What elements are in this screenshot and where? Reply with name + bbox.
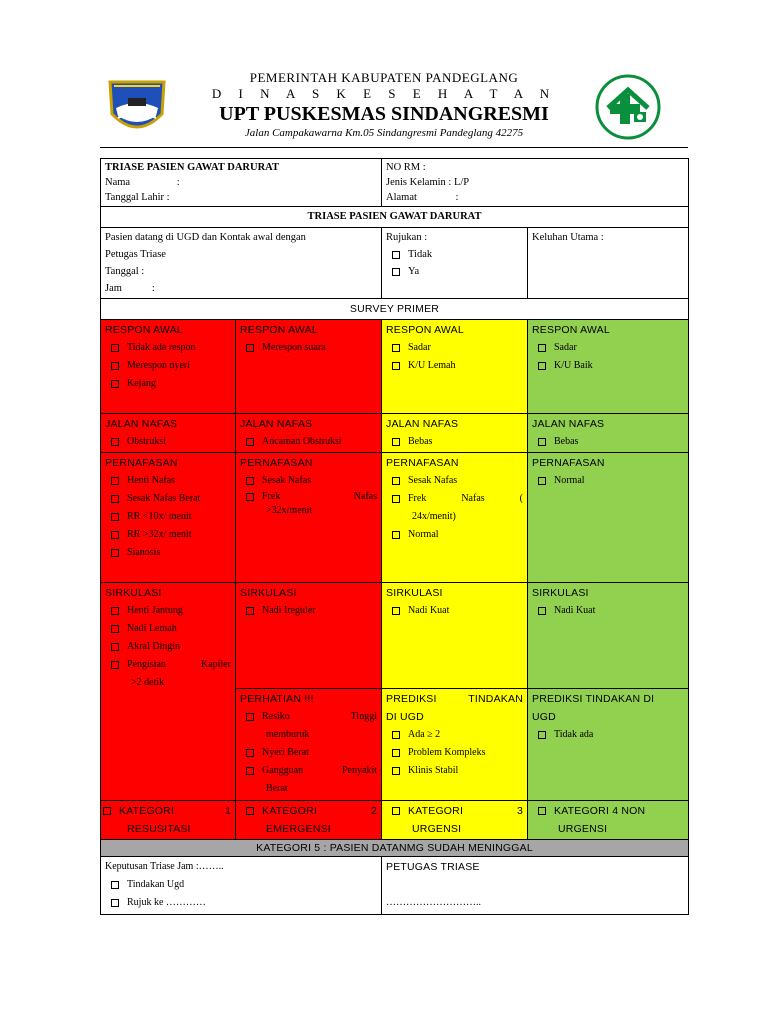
prediksi-header: PREDIKSI TINDAKAN DI [532, 693, 655, 705]
option-label: Nadi Ireguler [262, 605, 316, 616]
checkbox[interactable] [111, 495, 119, 503]
header-line-2: D I N A S K E S E H A T A N [211, 86, 557, 101]
nafas-red-2 [236, 453, 382, 583]
prediksi-green [528, 689, 689, 801]
kategori-4-cell [528, 801, 689, 840]
option-label: Frek [408, 493, 427, 504]
option-label: Merespon suara [262, 342, 326, 353]
rujukan-ya-checkbox[interactable] [392, 268, 400, 276]
sirkulasi-header: SIRKULASI [386, 587, 443, 599]
kategori-label: EMERGENSI [266, 823, 331, 835]
checkbox[interactable] [392, 731, 400, 739]
prediksi-yellow [382, 689, 528, 801]
respon-header: RESPON AWAL [386, 324, 464, 336]
respon-header: RESPON AWAL [105, 324, 183, 336]
header-line-3: UPT PUSKESMAS SINDANGRESMI [219, 103, 549, 125]
nama-label: Nama [105, 177, 131, 188]
alamat-label: Alamat [386, 192, 417, 203]
checkbox[interactable] [111, 549, 119, 557]
checkbox[interactable] [392, 767, 400, 775]
kategori-5: KATEGORI 5 : PASIEN DATANMG SUDAH MENINGGAL [101, 840, 689, 857]
kategori-label: RESUSITASI [127, 823, 191, 835]
survey-primer-title: SURVEY PRIMER [101, 299, 689, 320]
option-label: Klinis Stabil [408, 765, 459, 776]
kategori-label: URGENSI [558, 823, 608, 835]
kategori-label: KATEGORI [408, 805, 464, 817]
checkbox[interactable] [392, 362, 400, 370]
respon-red-1 [101, 320, 236, 414]
rujuk-checkbox[interactable] [111, 899, 119, 907]
option-label: Nadi Kuat [554, 605, 596, 616]
sirkulasi-yellow [382, 583, 528, 689]
rm-cell [382, 159, 689, 207]
kategori-2-cell [236, 801, 382, 840]
checkbox[interactable] [111, 661, 119, 669]
option-label: Gangguan [262, 765, 304, 776]
kategori-4-checkbox[interactable] [538, 807, 546, 815]
checkbox[interactable] [111, 438, 119, 446]
kategori-label: KATEGORI [119, 805, 175, 817]
respon-yellow [382, 320, 528, 414]
header-address: Jalan Campakawarna Km.05 Sindangresmi Pandeglang 42275 [244, 127, 524, 139]
jenis-kelamin-label: Jenis Kelamin : L/P [386, 177, 470, 188]
petugas-triase-title: PETUGAS TRIASE [386, 861, 480, 873]
tindakan-ugd-label: Tindakan Ugd [127, 879, 185, 890]
option-label: Nafas [353, 491, 377, 502]
option-label: Nyeri Berat [262, 747, 309, 758]
nafas-green [528, 453, 689, 583]
keluhan-cell [528, 228, 689, 299]
checkbox[interactable] [246, 607, 254, 615]
signature-line[interactable]: ……………………….. [386, 897, 481, 908]
option-label: Nadi Kuat [408, 605, 450, 616]
checkbox[interactable] [392, 607, 400, 615]
jalan-yellow [382, 414, 528, 453]
respon-green [528, 320, 689, 414]
option-label: Ada ≥ 2 [408, 729, 441, 740]
sirkulasi-header: SIRKULASI [105, 587, 162, 599]
jalan-header: JALAN NAFAS [105, 418, 178, 430]
sirkulasi-header: SIRKULASI [240, 587, 297, 599]
option-label: Bebas [554, 436, 579, 447]
jalan-green [528, 414, 689, 453]
sirkulasi-header: SIRKULASI [532, 587, 589, 599]
respon-header: RESPON AWAL [240, 324, 318, 336]
option-label: Ancaman Obstruksi [262, 436, 342, 447]
petugas-cell [382, 857, 689, 915]
option-label: Tidak ada respon [127, 342, 196, 353]
kategori-1-cell [101, 801, 236, 840]
option-label: Tidak ada [554, 729, 594, 740]
kategori-label: KATEGORI [262, 805, 318, 817]
checkbox[interactable] [111, 513, 119, 521]
option-label: Normal [554, 475, 585, 486]
rujukan-tidak-checkbox[interactable] [392, 251, 400, 259]
option-label: Sesak Nafas [262, 475, 312, 486]
option-label: >2 detik [131, 677, 165, 688]
option-label: 24x/menit) [412, 511, 456, 522]
kategori-3-checkbox[interactable] [392, 807, 400, 815]
option-label: Berat [266, 783, 288, 794]
option-label: Merespon nyeri [127, 360, 191, 371]
prediksi-header: TINDAKAN [468, 693, 523, 705]
checkbox[interactable] [538, 477, 546, 485]
option-label: Sesak Nafas [408, 475, 458, 486]
prediksi-header: PREDIKSI [386, 693, 437, 705]
option-label: memburuk [266, 729, 310, 740]
kategori-1-checkbox[interactable] [103, 807, 111, 815]
no-rm-label: NO RM : [386, 162, 426, 173]
prediksi-header: UGD [532, 711, 556, 723]
kategori-number: 3 [516, 805, 523, 817]
jalan-header: JALAN NAFAS [240, 418, 313, 430]
checkbox[interactable] [538, 607, 546, 615]
alamat-colon: : [455, 192, 459, 203]
checkbox[interactable] [246, 493, 254, 501]
sirkulasi-green [528, 583, 689, 689]
option-label: Resiko [262, 711, 290, 722]
option-label: K/U Lemah [408, 360, 456, 371]
checkbox[interactable] [392, 495, 400, 503]
option-label: Nafas [461, 493, 485, 504]
rujukan-ya-label: Ya [408, 266, 420, 277]
option-label: Akral Dingin [127, 641, 181, 652]
rujukan-tidak-label: Tidak [408, 249, 433, 260]
arrival-cell [101, 228, 382, 299]
kategori-2-checkbox[interactable] [246, 807, 254, 815]
option-label: Nadi Lemah [127, 623, 177, 634]
rujukan-label: Rujukan : [386, 232, 428, 243]
checkbox[interactable] [246, 438, 254, 446]
triage-form [100, 158, 689, 915]
nafas-header: PERNAFASAN [386, 457, 459, 469]
arrival-text: Pasien datang di UGD dan Kontak awal dengan [105, 232, 306, 243]
kategori-number: 2 [370, 805, 377, 817]
option-label: Normal [408, 529, 439, 540]
checkbox[interactable] [246, 767, 254, 775]
tanggal-label: Tanggal : [105, 266, 145, 277]
checkbox[interactable] [538, 362, 546, 370]
option-label: Sadar [554, 342, 577, 353]
section-title: TRIASE PASIEN GAWAT DARURAT [101, 207, 689, 228]
header-line-1: PEMERINTAH KABUPATEN PANDEGLANG [249, 70, 519, 85]
checkbox[interactable] [246, 344, 254, 352]
option-label: ( [519, 493, 523, 504]
option-label: Bebas [408, 436, 433, 447]
jalan-red-2 [236, 414, 382, 453]
form-title-cell [101, 159, 382, 207]
checkbox[interactable] [392, 531, 400, 539]
checkbox[interactable] [538, 731, 546, 739]
option-label: Sianosis [127, 547, 161, 558]
checkbox[interactable] [111, 477, 119, 485]
option-label: Sadar [408, 342, 431, 353]
option-label: Kejang [127, 378, 156, 389]
option-label: K/U Baik [554, 360, 593, 371]
nafas-header: PERNAFASAN [105, 457, 178, 469]
option-label: Henti Jantung [127, 605, 183, 616]
checkbox[interactable] [392, 344, 400, 352]
nafas-yellow [382, 453, 528, 583]
checkbox[interactable] [392, 477, 400, 485]
option-label: RR <10x/ menit [127, 511, 192, 522]
letterhead [0, 70, 768, 140]
jam-colon: : [151, 283, 155, 294]
checkbox[interactable] [111, 531, 119, 539]
prediksi-header: DI UGD [386, 711, 424, 723]
checkbox[interactable] [111, 625, 119, 633]
option-label: >32x/menit [266, 505, 313, 516]
kategori-number: 1 [224, 805, 231, 817]
perhatian-header: PERHATIAN !!! [240, 693, 314, 705]
checkbox[interactable] [392, 749, 400, 757]
tindakan-ugd-checkbox[interactable] [111, 881, 119, 889]
sirkulasi-red-2 [236, 583, 382, 689]
option-label: Sesak Nafas Berat [127, 493, 201, 504]
checkbox[interactable] [246, 477, 254, 485]
kategori-label: URGENSI [412, 823, 462, 835]
keluhan-label: Keluhan Utama : [532, 232, 604, 243]
nafas-header: PERNAFASAN [240, 457, 313, 469]
perhatian-red [236, 689, 382, 801]
checkbox[interactable] [111, 362, 119, 370]
jalan-header: JALAN NAFAS [386, 418, 459, 430]
option-label: Obstruksi [127, 436, 166, 447]
checkbox[interactable] [392, 438, 400, 446]
header-divider [100, 147, 688, 148]
jam-label: Jam [105, 283, 122, 294]
option-label: Pengisian [127, 659, 166, 670]
respon-red-2 [236, 320, 382, 414]
nama-colon: : [176, 177, 180, 188]
option-label: Tinggi [350, 711, 377, 722]
keputusan-cell [101, 857, 382, 915]
rujuk-label: Rujuk ke ………… [127, 897, 206, 908]
option-label: Frek [262, 491, 281, 502]
sirkulasi-red-1 [101, 583, 236, 801]
nafas-header: PERNAFASAN [532, 457, 605, 469]
keputusan-label: Keputusan Triase Jam :…….. [105, 861, 224, 872]
petugas-triase-label: Petugas Triase [105, 249, 166, 260]
checkbox[interactable] [538, 438, 546, 446]
nafas-red-1 [101, 453, 236, 583]
checkbox[interactable] [246, 749, 254, 757]
option-label: Kapiler [201, 659, 231, 670]
kategori-label: KATEGORI 4 NON [554, 805, 646, 817]
checkbox[interactable] [111, 380, 119, 388]
checkbox[interactable] [111, 607, 119, 615]
kategori-3-cell [382, 801, 528, 840]
jalan-header: JALAN NAFAS [532, 418, 605, 430]
jalan-red-1 [101, 414, 236, 453]
option-label: Henti Nafas [127, 475, 176, 486]
respon-header: RESPON AWAL [532, 324, 610, 336]
rujukan-cell [382, 228, 528, 299]
tgl-lahir-label: Tanggal Lahir : [105, 192, 170, 203]
option-label: RR >32x/ menit [127, 529, 192, 540]
option-label: Penyakit [342, 765, 377, 776]
checkbox[interactable] [111, 643, 119, 651]
option-label: Problem Kompleks [408, 747, 486, 758]
form-title: TRIASE PASIEN GAWAT DARURAT [105, 162, 279, 173]
checkbox[interactable] [538, 344, 546, 352]
checkbox[interactable] [111, 344, 119, 352]
checkbox[interactable] [246, 713, 254, 721]
